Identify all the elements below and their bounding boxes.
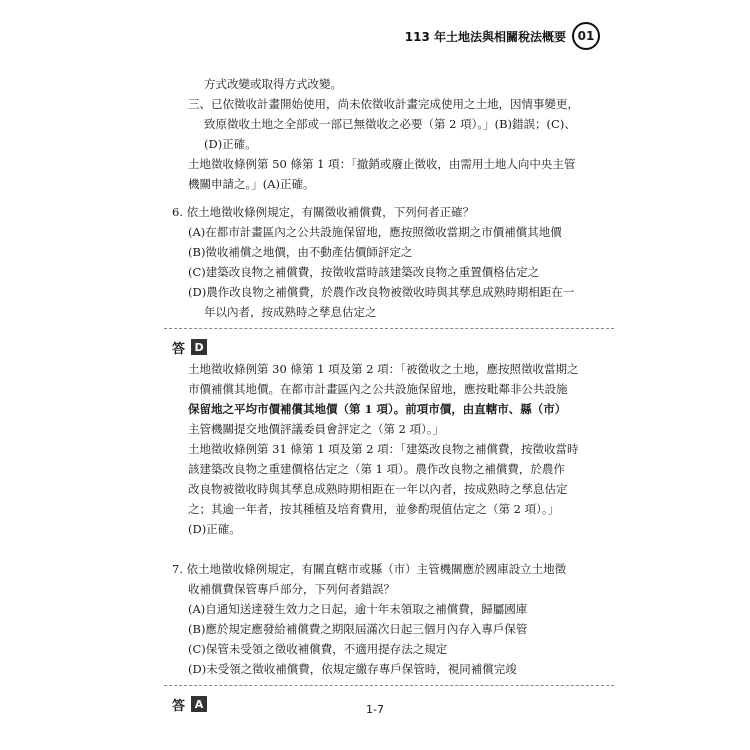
explanation-line: 土地徵收條例第 30 條第 1 項及第 2 項：「被徵收之土地，應按照徵收當期之: [188, 362, 579, 376]
intro-text: 方式改變或取得方式改變。: [204, 77, 342, 91]
answer-letter-badge: D: [191, 339, 207, 355]
question-6-option-d-cont: 年以內者，按成熟時之孳息估定之: [204, 305, 377, 319]
question-6-option-a: (A)在都市計畫區內之公共設施保留地，應按照徵收當期之市價補償其地價: [188, 225, 562, 239]
article-50-text: 土地徵收條例第 50 條第 1 項：「撤銷或廢止徵收，由需用土地人向中央主管: [188, 157, 576, 171]
book-title: 113 年土地法與相關稅法概要: [404, 29, 566, 44]
question-7-option-c: (C)保管未受領之徵收補償費，不適用提存法之規定: [188, 642, 448, 656]
explanation-line: 之；其逾一年者，按其種植及培育費用，並參酌現值估定之（第 2 項）。」: [188, 502, 560, 516]
dashed-divider: [164, 328, 614, 329]
question-7-option-a: (A)自通知送達發生效力之日起，逾十年未領取之補償費，歸屬國庫: [188, 602, 528, 616]
answer-letter-badge: A: [191, 696, 207, 712]
question-6-answer: [172, 335, 612, 359]
question-6-option-b: (B)徵收補償之地價，由不動產估價師評定之: [188, 245, 413, 259]
dashed-divider: [164, 685, 614, 686]
chapter-number-badge: 01: [572, 22, 600, 50]
explanation-line: 保留地之平均市價補償其地價（第 1 項）。前項市價，由直轄市、縣（市）: [188, 402, 567, 416]
question-7-option-b: (B)應於規定應發給補償費之期限屆滿次日起三個月內存入專戶保管: [188, 622, 528, 636]
explanation-line: 該建築改良物之重建價格估定之（第 1 項）。農作改良物之補償費，於農作: [188, 462, 565, 476]
question-7-stem: 7. 依土地徵收條例規定，有關直轄市或縣（市）主管機關應於國庫設立土地徵: [172, 562, 567, 576]
intro-item-3-cont: (D)正確。: [204, 137, 257, 151]
intro-item-3: 三、已依徵收計畫開始使用，尚未依徵收計畫完成使用之土地，因情事變更，: [188, 97, 579, 111]
question-6-option-c: (C)建築改良物之補償費，按徵收當時該建築改良物之重置價格估定之: [188, 265, 540, 279]
explanation-line: 改良物被徵收時與其孳息成熟時期相距在一年以內者，按成熟時之孳息估定: [188, 482, 568, 496]
page-number: 1-7: [366, 703, 384, 716]
intro-item-3-cont: 致原徵收土地之全部或一部已無徵收之必要（第 2 項）。」(B)錯誤；(C)、: [204, 117, 576, 131]
question-7-stem-cont: 收補償費保管專戶部分，下列何者錯誤？: [188, 582, 395, 596]
running-header: [405, 22, 600, 50]
answer-label: 答: [172, 698, 186, 714]
page-content: [172, 74, 612, 716]
explanation-line: 土地徵收條例第 31 條第 1 項及第 2 項：「建築改良物之補償費，按徵收當時: [188, 442, 579, 456]
question-6-stem: 6. 依土地徵收條例規定，有關徵收補償費，下列何者正確？: [172, 205, 475, 219]
question-6-option-d: (D)農作改良物之補償費，於農作改良物被徵收時與其孳息成熟時期相距在一: [188, 285, 575, 299]
answer-label: 答: [172, 341, 186, 357]
explanation-line: (D)正確。: [188, 522, 241, 536]
explanation-line: 市價補償其地價。在都市計畫區內之公共設施保留地，應按毗鄰非公共設施: [188, 382, 568, 396]
question-7-option-d: (D)未受領之徵收補償費，依規定繳存專戶保管時，視同補償完竣: [188, 662, 517, 676]
explanation-line: 主管機關提交地價評議委員會評定之（第 2 項）。」: [188, 422, 445, 436]
article-50-text-cont: 機關申請之。」(A)正確。: [188, 177, 315, 191]
